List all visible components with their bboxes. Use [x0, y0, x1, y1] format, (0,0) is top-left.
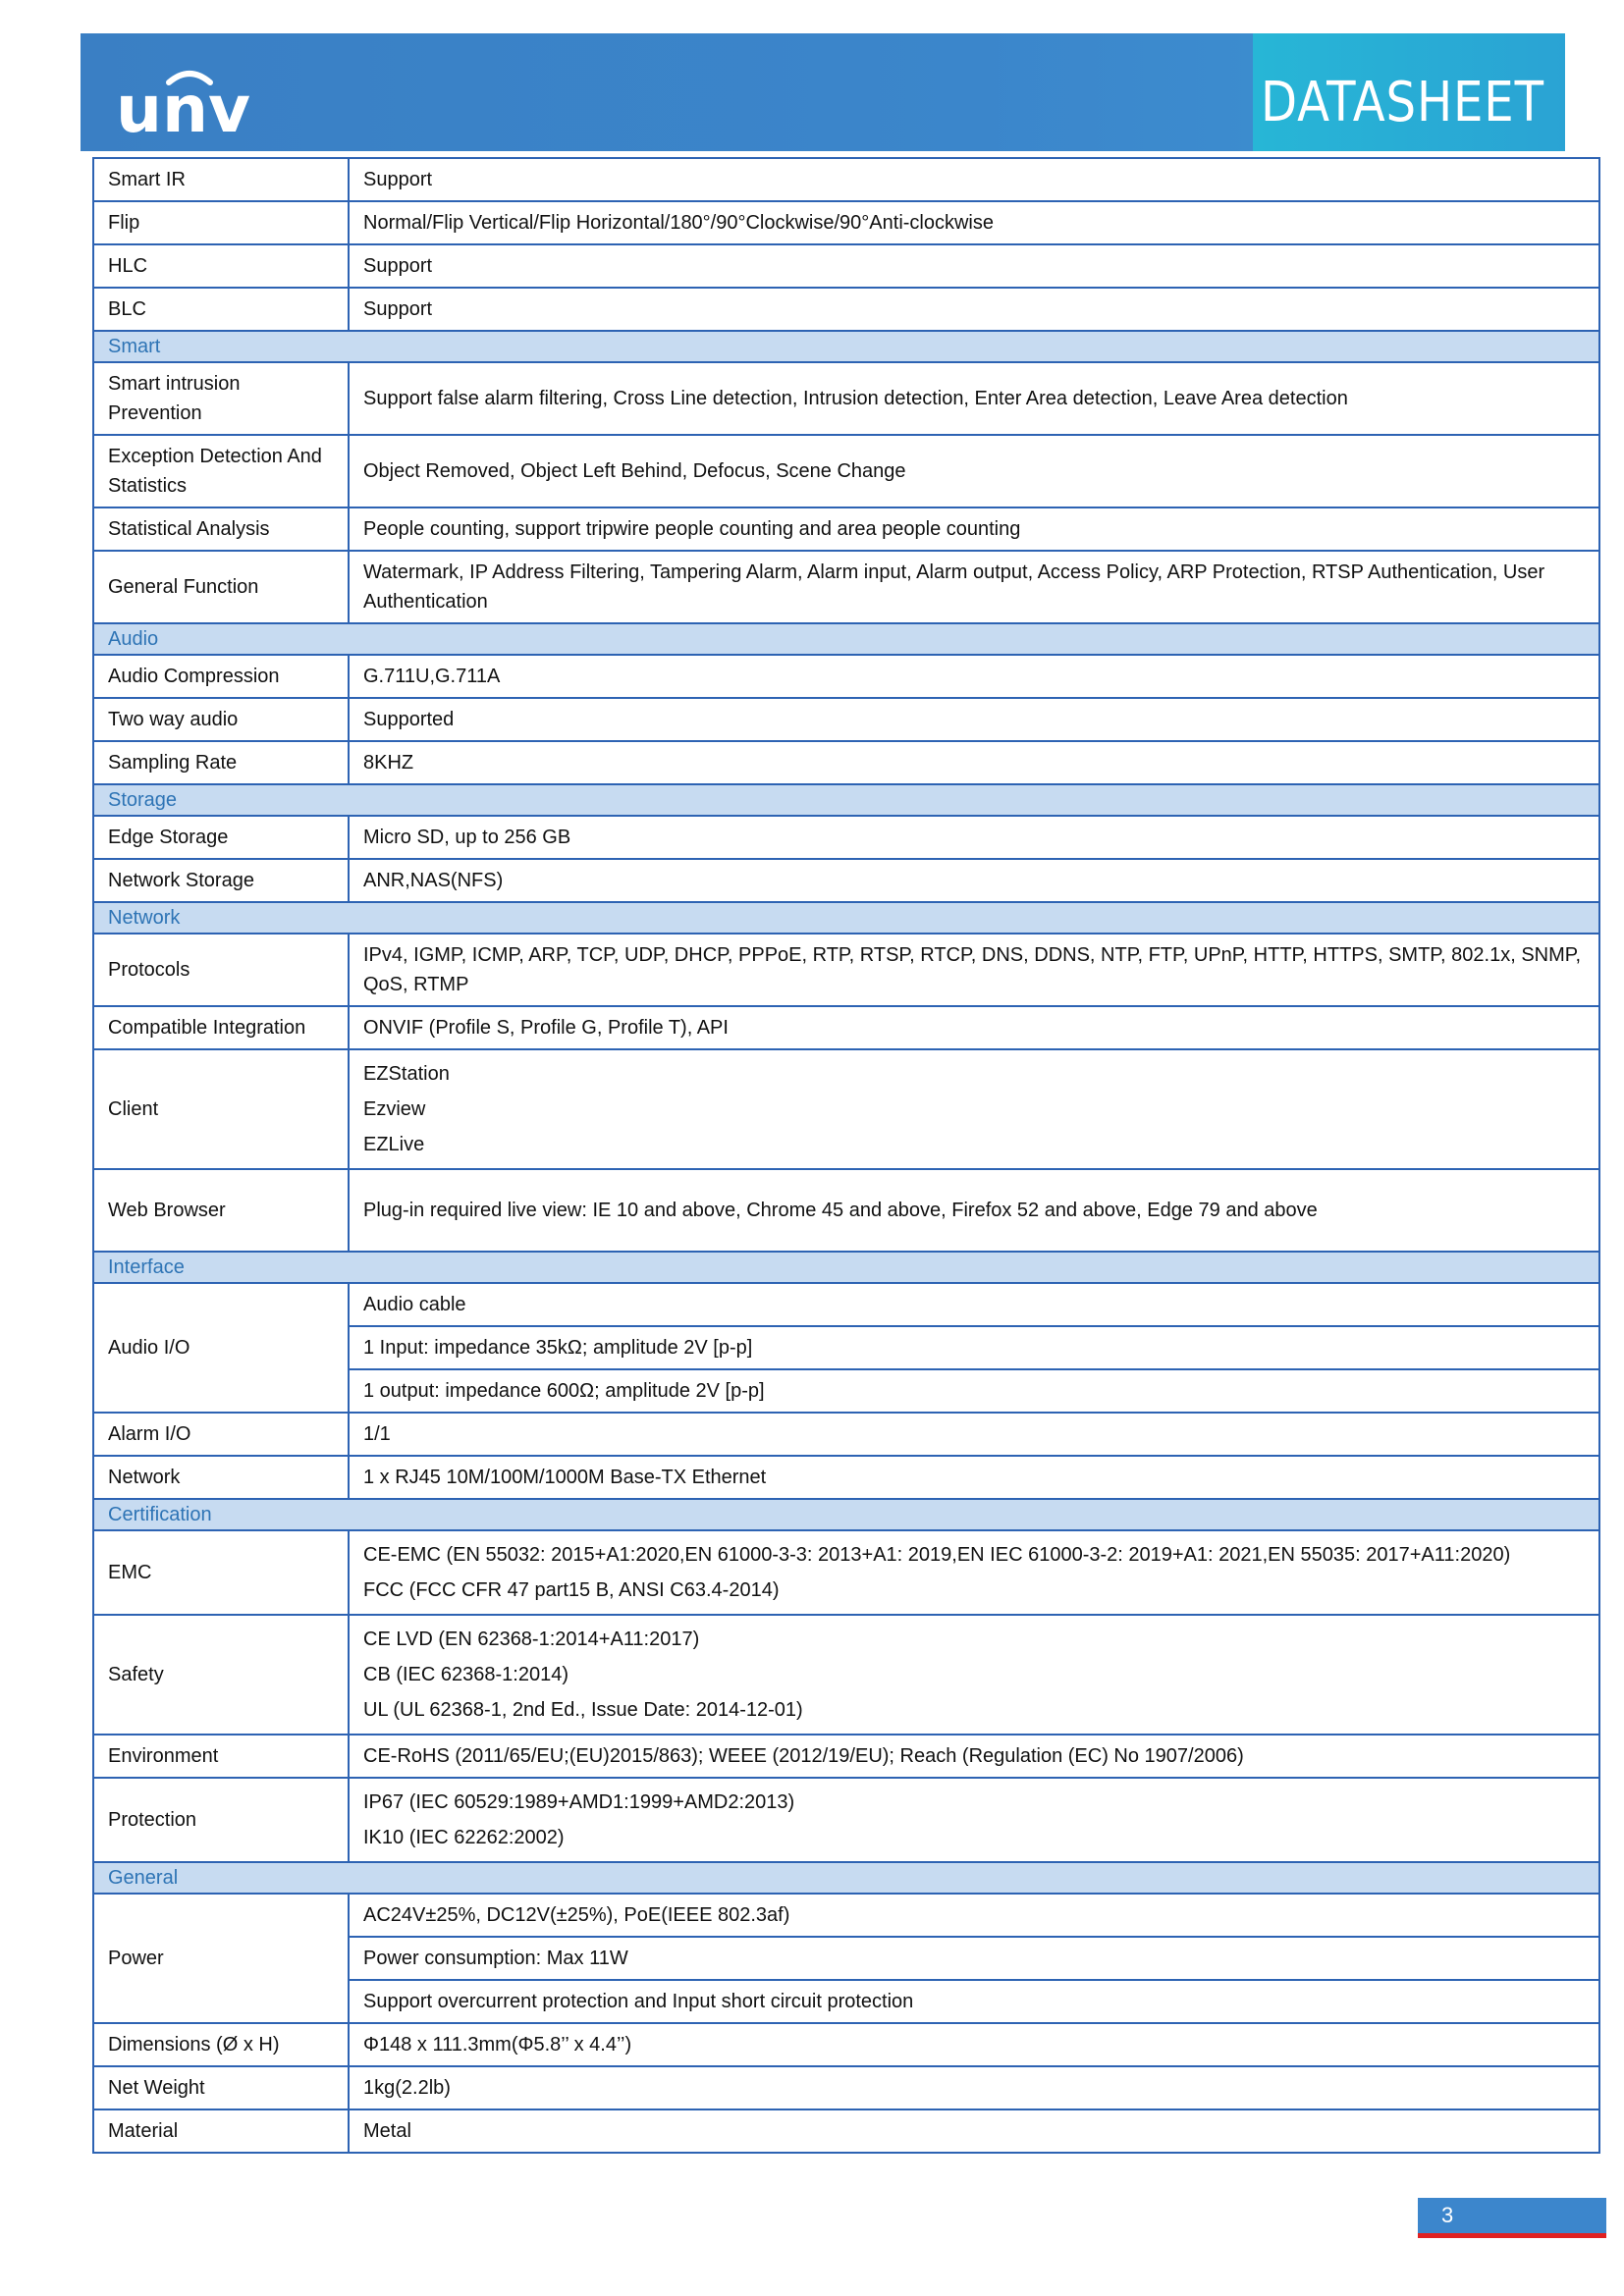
spec-value: G.711U,G.711A	[349, 655, 1599, 698]
spec-label: Sampling Rate	[93, 741, 349, 784]
table-row	[93, 362, 1599, 435]
client-item: EZLive	[363, 1134, 425, 1155]
spec-value: Φ148 x 111.3mm(Φ5.8’’ x 4.4’’)	[349, 2023, 1599, 2066]
table-row	[93, 1456, 1599, 1499]
spec-label: Smart IR	[93, 158, 349, 201]
client-item: Ezview	[363, 1098, 426, 1120]
section-title: Smart	[93, 331, 1599, 362]
section-title: Interface	[93, 1252, 1599, 1283]
spec-value: 1/1	[349, 1413, 1599, 1456]
spec-value: 8KHZ	[349, 741, 1599, 784]
table-row	[93, 507, 1599, 551]
table-row	[93, 435, 1599, 507]
spec-value: Support false alarm filtering, Cross Line detection, Intrusion detection, Enter Area detection, Leave Area detection	[349, 362, 1599, 435]
spec-value: Micro SD, up to 256 GB	[349, 816, 1599, 859]
spec-label: General Function	[93, 551, 349, 623]
spec-value: CE-RoHS (2011/65/EU;(EU)2015/863); WEEE (2012/19/EU); Reach (Regulation (EC) No 1907/2006)	[349, 1735, 1599, 1778]
page-number-box	[1418, 2198, 1606, 2238]
section-header-network	[93, 902, 1599, 934]
spec-label: Audio I/O	[93, 1283, 349, 1413]
spec-value: Object Removed, Object Left Behind, Defocus, Scene Change	[349, 435, 1599, 507]
spec-value	[349, 1530, 1599, 1615]
table-row	[93, 2109, 1599, 2153]
table-row	[93, 1778, 1599, 1862]
spec-label: Client	[93, 1049, 349, 1169]
table-row	[93, 698, 1599, 741]
spec-value: Normal/Flip Vertical/Flip Horizontal/180°/90°Clockwise/90°Anti-clockwise	[349, 201, 1599, 244]
spec-label: Web Browser	[93, 1169, 349, 1252]
spec-label: Statistical Analysis	[93, 507, 349, 551]
unv-logo	[116, 63, 263, 141]
spec-value: Plug-in required live view: IE 10 and above, Chrome 45 and above, Firefox 52 and above, Edge 79 and above	[349, 1169, 1599, 1252]
spec-table	[92, 157, 1600, 2154]
table-row	[93, 1049, 1599, 1169]
table-row	[93, 201, 1599, 244]
table-row	[93, 158, 1599, 201]
spec-value	[349, 1049, 1599, 1169]
section-header-interface	[93, 1252, 1599, 1283]
table-row	[93, 2023, 1599, 2066]
table-row	[93, 1283, 1599, 1326]
spec-value: IPv4, IGMP, ICMP, ARP, TCP, UDP, DHCP, PPPoE, RTP, RTSP, RTCP, DNS, DDNS, NTP, FTP, UPnP, HTTP, HTTPS, SMTP, 802.1x, SNMP, QoS, RTMP	[349, 934, 1599, 1006]
spec-label: Audio Compression	[93, 655, 349, 698]
spec-label: Smart intrusion Prevention	[93, 362, 349, 435]
table-row	[93, 244, 1599, 288]
spec-label: BLC	[93, 288, 349, 331]
table-row	[93, 816, 1599, 859]
spec-label: Protocols	[93, 934, 349, 1006]
spec-label: Edge Storage	[93, 816, 349, 859]
spec-label: Network Storage	[93, 859, 349, 902]
spec-value: Watermark, IP Address Filtering, Tampering Alarm, Alarm input, Alarm output, Access Policy, ARP Protection, RTSP Authentication, User Authentication	[349, 551, 1599, 623]
table-row	[93, 1615, 1599, 1735]
emc-item: FCC (FCC CFR 47 part15 B, ANSI C63.4-2014)	[363, 1579, 780, 1601]
table-row	[93, 1006, 1599, 1049]
spec-label: Compatible Integration	[93, 1006, 349, 1049]
section-header-smart	[93, 331, 1599, 362]
spec-value: Support overcurrent protection and Input short circuit protection	[349, 1980, 1599, 2023]
spec-value	[349, 1778, 1599, 1862]
spec-value: ANR,NAS(NFS)	[349, 859, 1599, 902]
table-row	[93, 2066, 1599, 2109]
spec-label: HLC	[93, 244, 349, 288]
section-header-audio	[93, 623, 1599, 655]
spec-value: ONVIF (Profile S, Profile G, Profile T), API	[349, 1006, 1599, 1049]
spec-label: Material	[93, 2109, 349, 2153]
spec-label: Network	[93, 1456, 349, 1499]
table-row	[93, 1894, 1599, 1937]
table-row	[93, 741, 1599, 784]
spec-value: Supported	[349, 698, 1599, 741]
spec-label: Flip	[93, 201, 349, 244]
page-number: 3	[1441, 2203, 1454, 2227]
spec-value: Support	[349, 244, 1599, 288]
spec-label: Power	[93, 1894, 349, 2023]
protection-item: IK10 (IEC 62262:2002)	[363, 1827, 565, 1848]
spec-label: Exception Detection And Statistics	[93, 435, 349, 507]
table-row	[93, 859, 1599, 902]
table-row	[93, 1169, 1599, 1252]
section-title: General	[93, 1862, 1599, 1894]
client-item: EZStation	[363, 1063, 450, 1085]
section-header-storage	[93, 784, 1599, 816]
table-row	[93, 551, 1599, 623]
spec-value	[349, 1615, 1599, 1735]
spec-value: 1 output: impedance 600Ω; amplitude 2V [p-p]	[349, 1369, 1599, 1413]
datasheet-title: DATASHEET	[1261, 71, 1544, 134]
spec-label: Safety	[93, 1615, 349, 1735]
section-title: Audio	[93, 623, 1599, 655]
spec-value: 1 x RJ45 10M/100M/1000M Base-TX Ethernet	[349, 1456, 1599, 1499]
spec-value: People counting, support tripwire people counting and area people counting	[349, 507, 1599, 551]
logo-text: unv	[116, 72, 250, 141]
spec-label: Alarm I/O	[93, 1413, 349, 1456]
spec-label: Protection	[93, 1778, 349, 1862]
safety-item: CB (IEC 62368-1:2014)	[363, 1664, 569, 1685]
safety-item: UL (UL 62368-1, 2nd Ed., Issue Date: 2014-12-01)	[363, 1699, 803, 1721]
section-title: Storage	[93, 784, 1599, 816]
emc-item: CE-EMC (EN 55032: 2015+A1:2020,EN 61000-3-3: 2013+A1: 2019,EN IEC 61000-3-2: 2019+A1: 2021,EN 55035: 2017+A11:2020)	[363, 1544, 1511, 1566]
spec-value: Support	[349, 288, 1599, 331]
datasheet-banner	[1253, 33, 1565, 151]
spec-label: EMC	[93, 1530, 349, 1615]
table-row	[93, 288, 1599, 331]
spec-value: 1kg(2.2lb)	[349, 2066, 1599, 2109]
table-row	[93, 1530, 1599, 1615]
table-row	[93, 655, 1599, 698]
spec-value: Support	[349, 158, 1599, 201]
safety-item: CE LVD (EN 62368-1:2014+A11:2017)	[363, 1629, 700, 1650]
table-row	[93, 934, 1599, 1006]
spec-value: AC24V±25%, DC12V(±25%), PoE(IEEE 802.3af)	[349, 1894, 1599, 1937]
section-header-certification	[93, 1499, 1599, 1530]
spec-value: Metal	[349, 2109, 1599, 2153]
protection-item: IP67 (IEC 60529:1989+AMD1:1999+AMD2:2013)	[363, 1791, 795, 1813]
spec-label: Net Weight	[93, 2066, 349, 2109]
spec-value: Power consumption: Max 11W	[349, 1937, 1599, 1980]
table-row	[93, 1413, 1599, 1456]
section-title: Certification	[93, 1499, 1599, 1530]
section-header-general	[93, 1862, 1599, 1894]
spec-value: 1 Input: impedance 35kΩ; amplitude 2V [p-p]	[349, 1326, 1599, 1369]
page-header	[81, 33, 1565, 151]
section-title: Network	[93, 902, 1599, 934]
table-row	[93, 1735, 1599, 1778]
spec-label: Two way audio	[93, 698, 349, 741]
spec-label: Environment	[93, 1735, 349, 1778]
spec-label: Dimensions (Ø x H)	[93, 2023, 349, 2066]
spec-value: Audio cable	[349, 1283, 1599, 1326]
